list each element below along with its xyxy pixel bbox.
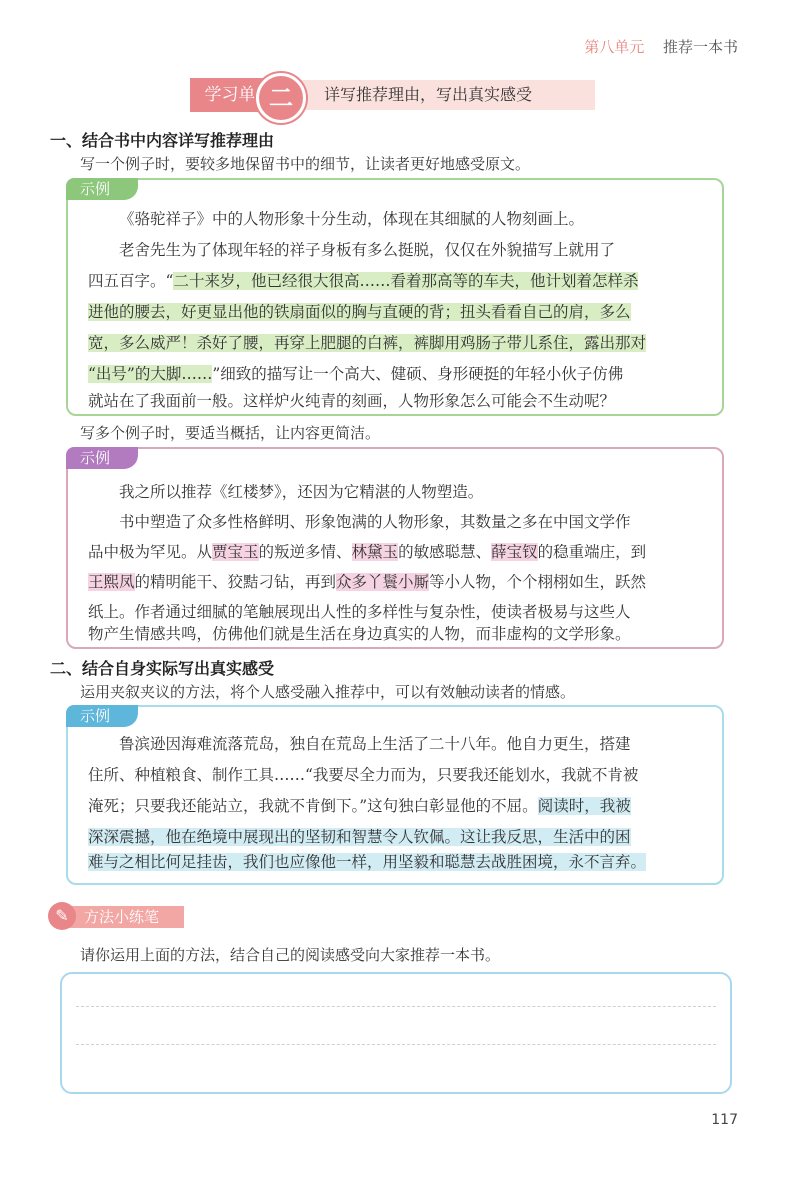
- character-highlight: 贾宝玉: [212, 543, 259, 561]
- text-span: 等小人物，个个栩栩如生，跃然: [429, 573, 647, 591]
- page-number: 117: [711, 1112, 738, 1128]
- character-highlight: 薛宝钗: [491, 543, 538, 561]
- example1-label: 示例: [66, 178, 138, 200]
- example1-line: [88, 328, 706, 359]
- character-highlight: 王熙凤: [88, 573, 135, 591]
- reflection-highlight: 深深震撼，他在绝境中展现出的坚韧和智慧令人钦佩。这让我反思，生活中的困: [88, 828, 631, 846]
- practice-instruction: 请你运用上面的方法，结合自己的阅读感受向大家推荐一本书。: [80, 946, 501, 964]
- example3-line: [88, 847, 706, 878]
- example1-line: [88, 266, 706, 297]
- practice-label: 方法小练笔: [66, 906, 184, 928]
- section1-intro1: 写一个例子时，要较多地保留书中的细节，让读者更好地感受原文。: [80, 155, 531, 173]
- character-highlight: 众多丫鬟小厮: [336, 573, 430, 591]
- example3-line: 住所、种植粮食、制作工具……“我要尽全力而为，只要我还能划水，我就不肯被: [88, 766, 639, 784]
- example2-box: [66, 447, 724, 649]
- writing-rule: [76, 1006, 716, 1007]
- example2-line: 我之所以推荐《红楼梦》，还因为它精湛的人物塑造。: [119, 483, 484, 501]
- section2-intro: 运用夹叙夹议的方法，将个人感受融入推荐中，可以有效触动读者的情感。: [80, 683, 576, 701]
- example3-label: 示例: [66, 705, 138, 727]
- example2-label: 示例: [66, 447, 138, 469]
- quote-highlight: “出号”的大脚……: [88, 365, 213, 383]
- banner-title: 详写推荐理由，写出真实感受: [296, 80, 595, 110]
- section1-heading: 一、结合书中内容详写推荐理由: [50, 131, 275, 150]
- text-span: 的精明能干、狡黠刁钻，再到: [134, 573, 337, 591]
- example3-box: [66, 705, 724, 885]
- quote-highlight: 宽，多么威严！杀好了腰，再穿上肥腿的白裤，裤脚用鸡肠子带儿系住，露出那对: [88, 334, 647, 352]
- example1-box: [66, 178, 724, 416]
- example3-line: 鲁滨逊因海难流落荒岛，独自在荒岛上生活了二十八年。他自力更生，搭建: [119, 735, 631, 753]
- example2-line: 书中塑造了众多性格鲜明、形象饱满的人物形象，其数量之多在中国文学作: [119, 513, 631, 531]
- section2-heading: 二、结合自身实际写出真实感受: [50, 659, 275, 678]
- banner-number: 二: [256, 73, 306, 123]
- example2-line: 纸上。作者通过细腻的笔触展现出人性的多样性与复杂性，使读者极易与这些人: [88, 603, 631, 621]
- text-span: 的叛逆多情、: [258, 543, 352, 561]
- example1-line: 就站在了我面前一般。这样炉火纯青的刻画，人物形象怎么可能会不生动呢？: [88, 392, 616, 410]
- reflection-highlight: 阅读时，我被: [537, 797, 631, 815]
- text-span: 四五百字。“: [88, 272, 174, 290]
- example3-line: [88, 791, 706, 822]
- text-span: 淹死；只要我还能站立，我就不肯倒下。”这句独白彰显他的不屈。: [88, 797, 538, 815]
- text-span: ”细致的描写让一个高大、健硕、身形硬挺的年轻小伙子仿佛: [212, 365, 624, 383]
- worksheet-banner: [190, 78, 595, 112]
- example2-line: 物产生情感共鸣，仿佛他们就是生活在身边真实的人物，而非虚构的文学形象。: [88, 625, 631, 643]
- pen-icon: ✎: [48, 902, 76, 930]
- text-span: 的敏感聪慧、: [398, 543, 492, 561]
- lesson-title: 推荐一本书: [662, 38, 738, 56]
- example1-line: 老舍先生为了体现年轻的祥子身板有多么挺脱，仅仅在外貌描写上就用了: [119, 241, 616, 259]
- example2-line: [88, 537, 706, 568]
- text-span: 品中极为罕见。从: [88, 543, 213, 561]
- example2-line: [88, 567, 706, 598]
- unit-label: 第八单元: [584, 38, 645, 56]
- reflection-highlight: 难与之相比何足挂齿，我们也应像他一样，用坚毅和聪慧去战胜困境，永不言弃。: [88, 853, 647, 871]
- page-header: [584, 36, 738, 57]
- writing-area[interactable]: [60, 972, 732, 1094]
- quote-highlight: 二十来岁，他已经很大很高……看着那高等的车夫，他计划着怎样杀: [173, 272, 639, 290]
- example1-line: [88, 297, 706, 328]
- quote-highlight: 进他的腰去，好更显出他的铁扇面似的胸与直硬的背；扭头看看自己的肩，多么: [88, 303, 631, 321]
- banner-tag: 学习单: [190, 78, 270, 112]
- section1-intro2: 写多个例子时，要适当概括，让内容更简洁。: [80, 424, 381, 442]
- text-span: 的稳重端庄，到: [537, 543, 647, 561]
- example1-line: 《骆驼祥子》中的人物形象十分生动，体现在其细腻的人物刻画上。: [119, 210, 585, 228]
- character-highlight: 林黛玉: [351, 543, 399, 561]
- writing-rule: [76, 1044, 716, 1045]
